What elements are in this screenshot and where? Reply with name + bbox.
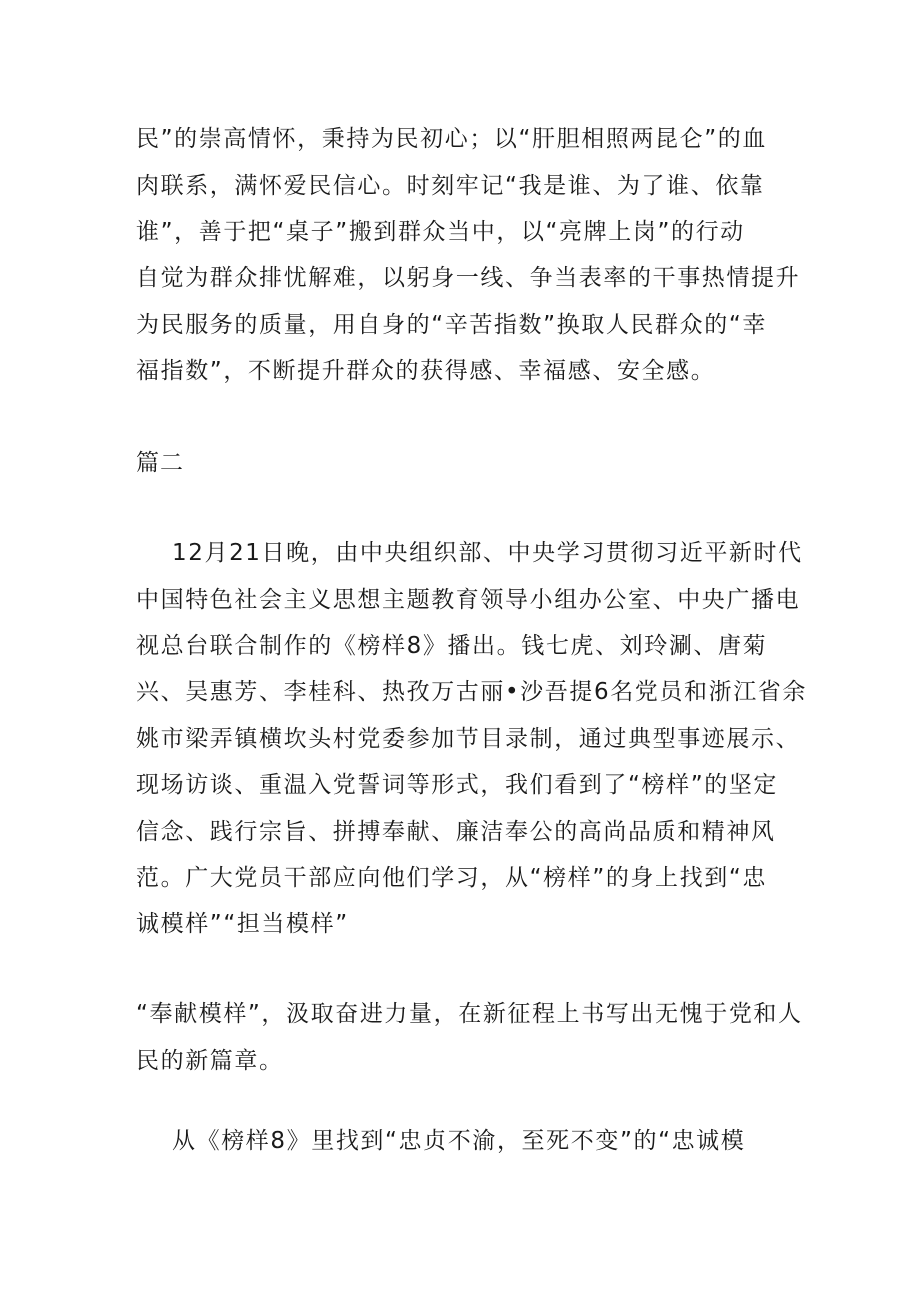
text-line: 自觉为群众排忧解难，以躬身一线、争当表率的干事热情提升 xyxy=(136,265,801,291)
text-line: 民”的崇高情怀，秉持为民初心；以“肝胆相照两昆仑”的血 xyxy=(136,126,767,152)
section-heading: 篇二 xyxy=(136,450,184,476)
text-line: 诚模样”“担当模样” xyxy=(136,911,349,937)
text-line: 现场访谈、重温入党誓词等形式，我们看到了“榜样”的坚定 xyxy=(136,772,779,798)
text-line: 信念、践行宗旨、拼搏奉献、廉洁奉公的高尚品质和精神风 xyxy=(136,819,776,845)
text-line: 谁”，善于把“桌子”搬到群众当中，以“亮牌上岗”的行动 xyxy=(136,219,745,245)
text-line: 为民服务的质量，用自身的“辛苦指数”换取人民群众的“幸 xyxy=(136,312,767,338)
text-line: 范。广大党员干部应向他们学习，从“榜样”的身上找到“忠 xyxy=(136,865,767,891)
text-line: 从《榜样8》里找到“忠贞不渝，至死不变”的“忠诚模 xyxy=(172,1128,746,1154)
text-line: 兴、吴惠芳、李桂科、热孜万古丽•沙吾提6名党员和浙江省余 xyxy=(136,679,807,705)
text-line: 肉联系，满怀爱民信心。时刻牢记“我是谁、为了谁、依靠 xyxy=(136,173,765,199)
text-line: 中国特色社会主义思想主题教育领导小组办公室、中央广播电 xyxy=(136,587,801,613)
text-line: 12月21日晚，由中央组织部、中央学习贯彻习近平新时代 xyxy=(172,540,803,566)
text-line: 视总台联合制作的《榜样8》播出。钱七虎、刘玲涮、唐菊 xyxy=(136,633,768,659)
text-line: 姚市梁弄镇横坎头村党委参加节目录制，通过典型事迹展示、 xyxy=(136,726,801,752)
text-line: 福指数”，不断提升群众的获得感、幸福感、安全感。 xyxy=(136,358,716,384)
text-line: 民的新篇章。 xyxy=(136,1048,284,1074)
text-line: “奉献模样”，汲取奋进力量，在新征程上书写出无愧于党和人 xyxy=(136,1001,803,1027)
